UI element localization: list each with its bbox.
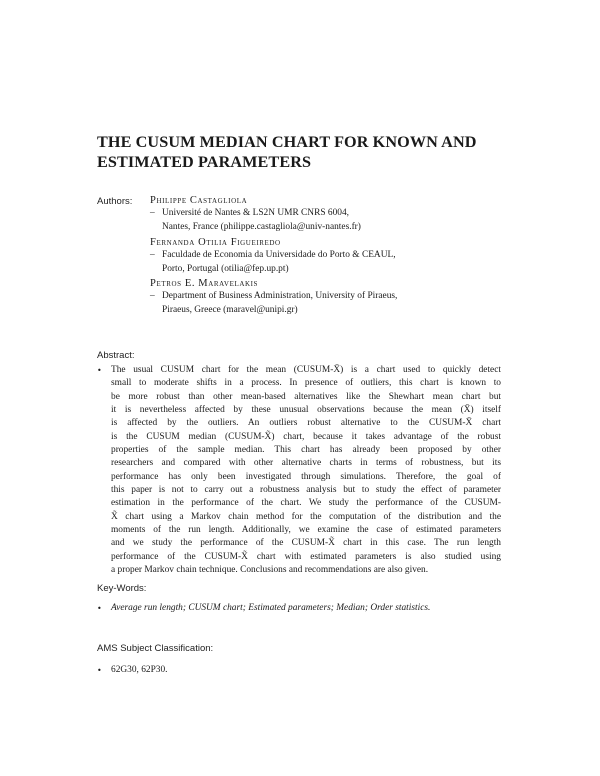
author-name-1: Philippe Castagliola	[150, 195, 248, 206]
keywords-label: Key-Words:	[97, 583, 147, 594]
abstract-line: properties of the sample median. This chart has already been proposed by other	[111, 445, 501, 456]
abstract-line: is affected by the outliers. An outliers robust alternative to the CUSUM-X̄ chart	[111, 418, 501, 429]
abstract-line: moments of the run length. Additionally, we examine the case of estimated parameters	[111, 525, 501, 536]
ams-bullet: •	[97, 666, 102, 675]
ams-classification: 62G30, 62P30.	[111, 665, 168, 675]
ams-label: AMS Subject Classification:	[97, 643, 214, 654]
author-affiliation-2: – Faculdade de Economia da Universidade do Porto & CEAUL, Porto, Portugal (otilia@fep.up.pt)	[150, 249, 396, 276]
affiliation-1-line-1: Université de Nantes & LS2N UMR CNRS 6004,	[162, 208, 349, 218]
abstract-line: and we study the performance of the CUSUM-X̃ chart in this case. The run length	[111, 538, 501, 549]
abstract-bullet: •	[97, 366, 102, 375]
abstract-line: it is nevertheless affected by these unusual observations because the mean (X̄) itself	[111, 405, 501, 416]
abstract-text	[111, 364, 501, 578]
affiliation-2-line-1: Faculdade de Economia da Universidade do Porto & CEAUL,	[162, 250, 396, 260]
abstract-line: be more robust than other mean-based alternatives like the Shewhart mean chart but	[111, 391, 501, 402]
author-name-3: Petros E. Maravelakis	[150, 278, 259, 289]
authors-label: Authors:	[97, 196, 133, 207]
abstract-line: is the CUSUM median (CUSUM-X̃) chart, because it takes advantage of the robust	[111, 431, 501, 442]
title-line-2: ESTIMATED PARAMETERS	[97, 153, 312, 171]
abstract-line: small to moderate shifts in a process. In presence of outliers, this chart is known to	[111, 378, 501, 389]
abstract-line: The usual CUSUM chart for the mean (CUSUM-X̄) is a chart used to quickly detect	[111, 365, 501, 375]
title-line-1: THE CUSUM MEDIAN CHART FOR KNOWN AND	[97, 133, 477, 151]
affiliation-3-line-2: Piraeus, Greece (maravel@unipi.gr)	[162, 304, 298, 315]
affiliation-2-line-2: Porto, Portugal (otilia@fep.up.pt)	[162, 263, 289, 274]
abstract-label: Abstract:	[97, 350, 135, 361]
abstract-line: estimation in the performance of the chart. We study the performance of the CUSUM-	[111, 498, 501, 509]
abstract-line: researchers and compared with other alternative charts in terms of robustness, but its	[111, 458, 501, 469]
keywords-text: Average run length; CUSUM chart; Estimated parameters; Median; Order statistics.	[111, 603, 431, 613]
affiliation-3-line-1: Department of Business Administration, University of Piraeus,	[162, 291, 398, 301]
affiliation-1-line-2: Nantes, France (philippe.castagliola@univ-nantes.fr)	[162, 221, 361, 232]
abstract-line: X̃ chart using a Markov chain method for the computation of the distribution and the	[111, 511, 501, 522]
author-affiliation-3: – Department of Business Administration, University of Piraeus, Piraeus, Greece (maravel@unipi.gr)	[150, 290, 397, 317]
author-name-2: Fernanda Otilia Figueiredo	[150, 237, 281, 248]
abstract-line: this paper is not to carry out a robustness analysis but to study the effect of parameter	[111, 485, 501, 496]
author-affiliation-1: – Université de Nantes & LS2N UMR CNRS 6004, Nantes, France (philippe.castagliola@univ-nantes.fr)	[150, 207, 361, 234]
paper-title	[97, 132, 517, 172]
keywords-bullet: •	[97, 604, 102, 613]
abstract-line: performance has only been investigated through simulations. Therefore, the goal of	[111, 471, 501, 482]
abstract-line: a proper Markov chain technique. Conclusions and recommendations are also given.	[111, 565, 429, 576]
abstract-line: performance of the CUSUM-X̃ chart with estimated parameters is also studied using	[111, 551, 501, 562]
